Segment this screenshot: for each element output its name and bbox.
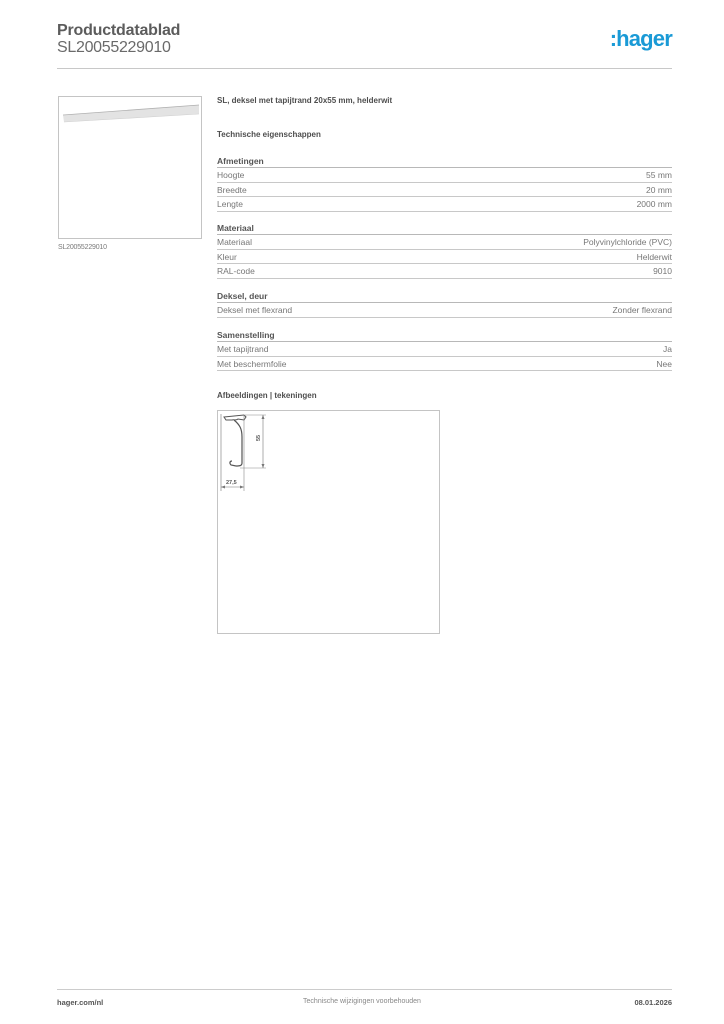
spec-value: Zonder flexrand: [612, 305, 672, 315]
spec-row: [217, 342, 672, 357]
spec-label: Deksel met flexrand: [217, 305, 293, 315]
spec-label: Breedte: [217, 184, 247, 195]
spec-value: Polyvinylchloride (PVC): [583, 237, 672, 247]
spec-group-materiaal: [217, 222, 672, 279]
product-image-caption: SL20055229010: [58, 244, 107, 251]
spec-label: Met tapijtrand: [217, 344, 269, 354]
spec-value: Helderwit: [636, 251, 672, 262]
footer-disclaimer: Technische wijzigingen voorbehouden: [303, 998, 421, 1005]
footer-divider: [57, 989, 672, 990]
logo-text: hager: [616, 26, 672, 51]
spec-row: [217, 357, 672, 372]
spec-row: [217, 303, 672, 318]
hager-logo: [610, 28, 672, 50]
spec-label: Hoogte: [217, 170, 245, 180]
spec-value: Nee: [656, 358, 672, 369]
spec-value: 9010: [653, 266, 672, 277]
dim-height-label: 55: [256, 434, 262, 441]
spec-group-samenstelling: [217, 329, 672, 371]
spec-row: [217, 235, 672, 250]
spec-label: Met beschermfolie: [217, 358, 287, 369]
specs-title: Technische eigenschappen: [217, 130, 321, 139]
spec-row: [217, 197, 672, 212]
product-sku: SL20055229010: [57, 39, 171, 56]
product-name: SL, deksel met tapijtrand 20x55 mm, helderwit: [217, 96, 393, 105]
footer-website-link[interactable]: hager.com/nl: [57, 998, 104, 1007]
spec-value: 55 mm: [646, 170, 672, 180]
spec-label: Kleur: [217, 251, 237, 262]
spec-value: 2000 mm: [636, 199, 672, 210]
logo-colon: :: [609, 26, 617, 51]
spec-group-afmetingen: [217, 155, 672, 212]
drawings-title: Afbeeldingen | tekeningen: [217, 391, 317, 400]
spec-label: RAL-code: [217, 266, 255, 277]
spec-row: [217, 183, 672, 198]
spec-group-heading: Materiaal: [217, 222, 672, 235]
product-image: [58, 96, 202, 239]
cover-profile-icon: [59, 97, 201, 238]
spec-value: 20 mm: [646, 184, 672, 195]
spec-row: [217, 264, 672, 279]
profile-drawing-icon: [218, 411, 439, 633]
spec-group-deksel-deur: [217, 290, 672, 318]
spec-label: Materiaal: [217, 237, 252, 247]
spec-row: [217, 250, 672, 265]
page-title: Productdatablad: [57, 22, 181, 39]
spec-group-heading: Samenstelling: [217, 329, 672, 342]
footer-date: 08.01.2026: [634, 998, 672, 1007]
technical-drawing: [217, 410, 440, 634]
spec-value: Ja: [663, 344, 672, 354]
spec-group-heading: Afmetingen: [217, 155, 672, 168]
dim-width-label: 27,5: [226, 480, 237, 486]
header-divider: [57, 68, 672, 69]
spec-label: Lengte: [217, 199, 243, 210]
spec-group-heading: Deksel, deur: [217, 290, 672, 303]
spec-row: [217, 168, 672, 183]
